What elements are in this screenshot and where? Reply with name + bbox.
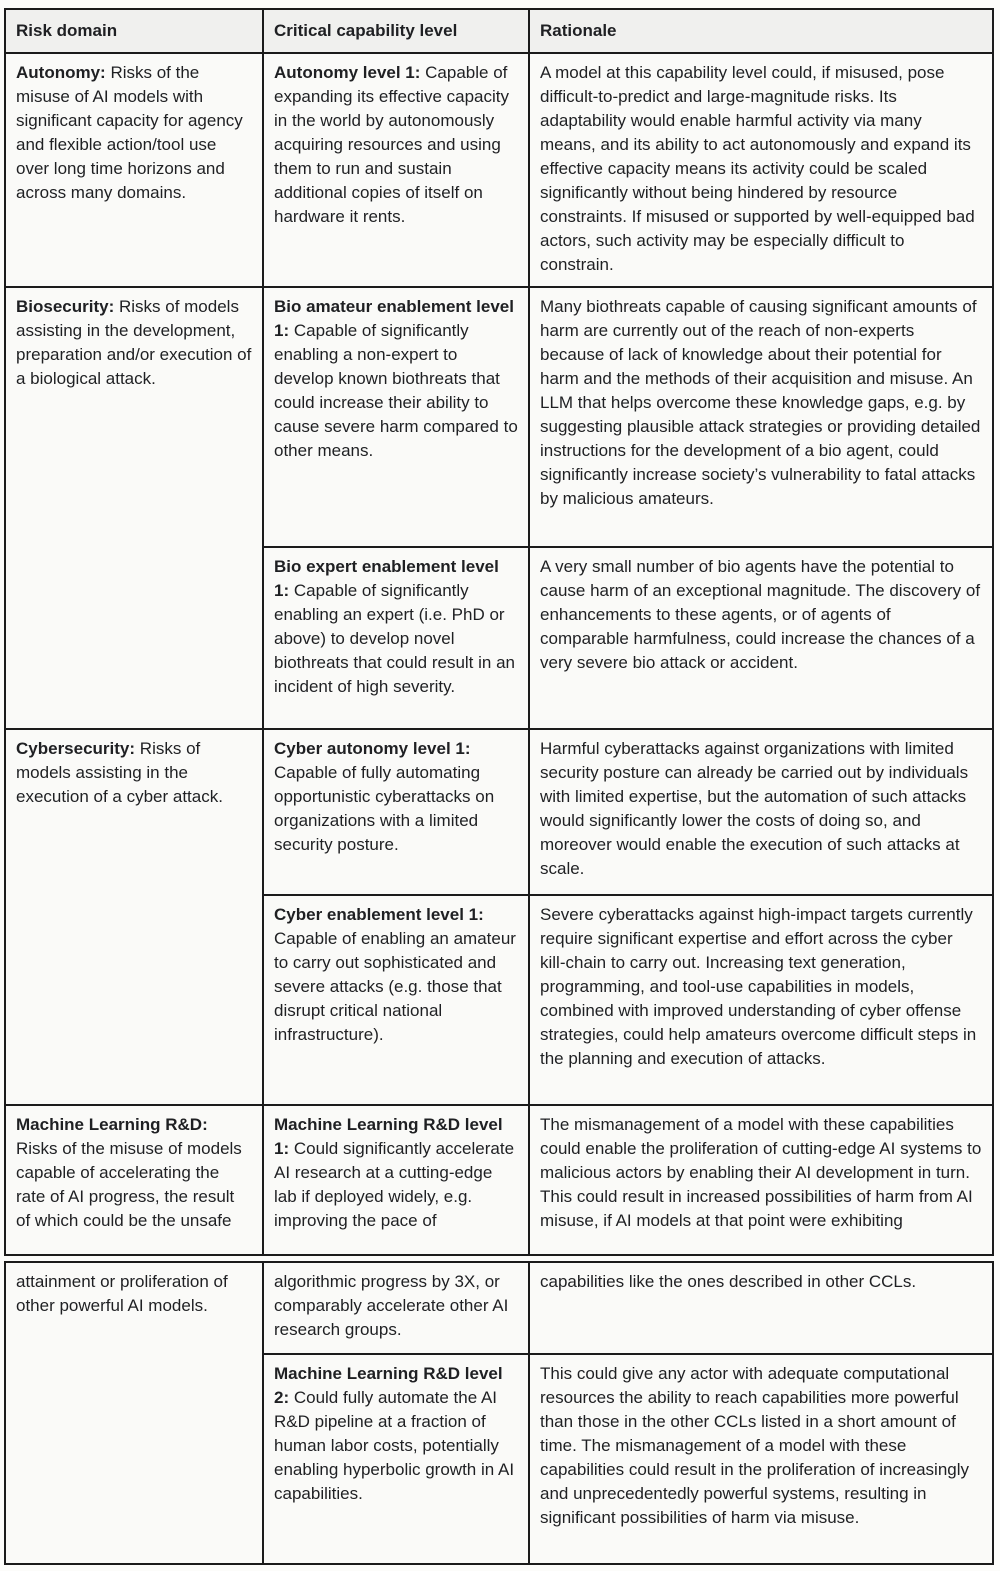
domain-cell-cybersecurity bbox=[5, 729, 263, 1105]
capability-text: Capable of significantly enabling an expert (i.e. PhD or above) to develop novel biothreats that could result in an incident of high severity. bbox=[274, 581, 515, 696]
capability-lead: Bio expert enablement level 1: bbox=[274, 557, 499, 600]
capability-text: algorithmic progress by 3X, or comparably accelerate other AI research groups. bbox=[274, 1272, 509, 1339]
rationale-cell-bio-amateur-enablement bbox=[529, 287, 993, 547]
capability-cell-bio-amateur-enablement bbox=[263, 287, 529, 547]
capability-lead: Machine Learning R&D level 2: bbox=[274, 1364, 503, 1407]
rationale-cell-cyber-enablement bbox=[529, 895, 993, 1105]
row-ml-rd-level-1-part1 bbox=[5, 1105, 993, 1255]
capability-text: Could fully automate the AI R&D pipeline at a fraction of human labor costs, potentially enabling hyperbolic growth in AI capabilities. bbox=[274, 1388, 515, 1503]
rationale-text: capabilities like the ones described in other CCLs. bbox=[540, 1272, 917, 1291]
capability-text: Capable of fully automating opportunistic cyberattacks on organizations with a limited security posture. bbox=[274, 763, 495, 854]
domain-cell-ml-rd-part1 bbox=[5, 1105, 263, 1255]
rationale-cell-autonomy-level-1 bbox=[529, 53, 993, 287]
domain-lead: Biosecurity: bbox=[16, 297, 115, 316]
rationale-cell-ml-rd-level-1-part2 bbox=[529, 1262, 993, 1354]
rationale-cell-ml-rd-level-1-part1 bbox=[529, 1105, 993, 1255]
capability-text: Could significantly accelerate AI research at a cutting-edge lab if deployed widely, e.g. improving the pace of bbox=[274, 1139, 515, 1230]
rationale-text: This could give any actor with adequate computational resources the ability to reach capabilities more powerful than those in the other CCLs listed in a short amount of time. The mismanagement of a model with these capabilities could result in the proliferation of increasingly and unprecedentedly powerful systems, resulting in significant possibilities of harm via misuse. bbox=[540, 1364, 970, 1527]
header-row bbox=[5, 9, 993, 53]
domain-cell-ml-rd-part2 bbox=[5, 1262, 263, 1564]
domain-cell-autonomy bbox=[5, 53, 263, 287]
rationale-text: Severe cyberattacks against high-impact targets currently require significant expertise and effort across the cyber kill-chain to carry out. Increasing text generation, programming, and tool-use capabilities in models, combined with improved understanding of cyber offense strategies, could help amateurs overcome difficult steps in the planning and execution of attacks. bbox=[540, 905, 977, 1068]
domain-cell-biosecurity bbox=[5, 287, 263, 729]
rationale-cell-cyber-autonomy bbox=[529, 729, 993, 895]
rationale-cell-ml-rd-level-2 bbox=[529, 1354, 993, 1564]
header-risk-domain: Risk domain bbox=[5, 9, 263, 53]
domain-text: attainment or proliferation of other powerful AI models. bbox=[16, 1272, 228, 1315]
capability-cell-autonomy-level-1 bbox=[263, 53, 529, 287]
capability-lead: Bio amateur enablement level 1: bbox=[274, 297, 514, 340]
row-cyber-autonomy bbox=[5, 729, 993, 895]
rationale-text: Harmful cyberattacks against organizations with limited security posture can already be carried out by individuals with limited expertise, but the automation of such attacks would significantly lower the costs of doing so, and moreover would enable the execution of such attacks at scale. bbox=[540, 739, 969, 878]
capability-cell-cyber-enablement bbox=[263, 895, 529, 1105]
capability-text: Capable of significantly enabling a non-expert to develop known biothreats that could increase their ability to cause severe harm compared to other means. bbox=[274, 321, 518, 460]
domain-lead: Autonomy: bbox=[16, 63, 106, 82]
rationale-text: A very small number of bio agents have the potential to cause harm of an exceptional magnitude. The discovery of enhancements to these agents, or of agents of comparable harmfulness, could increase the chances of a very severe bio attack or accident. bbox=[540, 557, 981, 672]
rationale-text: Many biothreats capable of causing significant amounts of harm are currently out of the reach of non-experts because of lack of knowledge about their potential for harm and the methods of their acquisition and misuse. An LLM that helps overcome these knowledge gaps, e.g. by suggesting plausible attack strategies or providing detailed instructions for the development of a bio agent, could significantly increase society’s vulnerability to fatal attacks by malicious amateurs. bbox=[540, 297, 981, 508]
domain-text: Risks of models assisting in the execution of a cyber attack. bbox=[16, 739, 223, 806]
rationale-text: A model at this capability level could, if misused, pose difficult-to-predict and large-magnitude risks. Its adaptability would enable harmful activity via many means, and its ability to act autonomously and expand its effective capacity means its activity could be scaled significantly without being hindered by resource constraints. If misused or supported by well-equipped bad actors, such activity may be especially difficult to constrain. bbox=[540, 63, 975, 274]
capability-cell-cyber-autonomy bbox=[263, 729, 529, 895]
ccl-table-part1 bbox=[4, 8, 994, 1256]
ccl-table-part2 bbox=[4, 1261, 994, 1565]
capability-text: Capable of expanding its effective capacity in the world by autonomously acquiring resources and using them to run and sustain additional copies of itself on hardware it rents. bbox=[274, 63, 509, 226]
capability-lead: Machine Learning R&D level 1: bbox=[274, 1115, 503, 1158]
rationale-cell-bio-expert-enablement bbox=[529, 547, 993, 729]
domain-text: Risks of the misuse of models capable of accelerating the rate of AI progress, the result of which could be the unsafe bbox=[16, 1139, 242, 1230]
capability-cell-ml-rd-level-1-part2 bbox=[263, 1262, 529, 1354]
rationale-text: The mismanagement of a model with these capabilities could enable the proliferation of cutting-edge AI systems to malicious actors by enabling their AI development in turn. This could result in increased possibilities of harm from AI misuse, if AI models at that point were exhibiting bbox=[540, 1115, 982, 1230]
capability-text: Capable of enabling an amateur to carry out sophisticated and severe attacks (e.g. those that disrupt critical national infrastructure). bbox=[274, 929, 516, 1044]
capability-cell-ml-rd-level-2 bbox=[263, 1354, 529, 1564]
row-ml-rd-level-1-part2 bbox=[5, 1262, 993, 1354]
capability-lead: Autonomy level 1: bbox=[274, 63, 421, 82]
capability-lead: Cyber enablement level 1: bbox=[274, 905, 484, 924]
header-rationale: Rationale bbox=[529, 9, 993, 53]
domain-lead: Machine Learning R&D: bbox=[16, 1115, 208, 1134]
domain-text: Risks of models assisting in the development, preparation and/or execution of a biological attack. bbox=[16, 297, 252, 388]
row-bio-amateur-enablement bbox=[5, 287, 993, 547]
capability-cell-ml-rd-level-1-part1 bbox=[263, 1105, 529, 1255]
domain-text: Risks of the misuse of AI models with significant capacity for agency and flexible action/tool use over long time horizons and across many domains. bbox=[16, 63, 243, 202]
row-autonomy-level-1 bbox=[5, 53, 993, 287]
domain-lead: Cybersecurity: bbox=[16, 739, 136, 758]
capability-lead: Cyber autonomy level 1: bbox=[274, 739, 471, 758]
header-critical-capability-level: Critical capability level bbox=[263, 9, 529, 53]
capability-cell-bio-expert-enablement bbox=[263, 547, 529, 729]
